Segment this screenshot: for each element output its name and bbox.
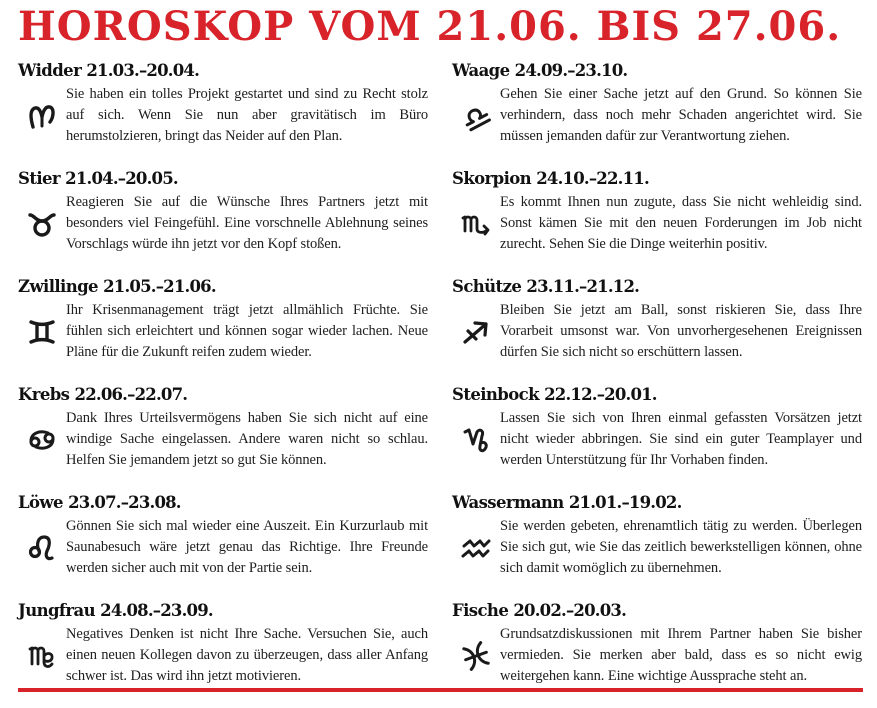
entry-heading [452, 276, 862, 298]
horoscope-entry-zwillinge [18, 276, 428, 384]
libra-icon [452, 92, 500, 140]
sign-name: Schütze [452, 277, 522, 296]
gemini-icon [18, 308, 66, 356]
horoscope-entry-loewe [18, 492, 428, 600]
aquarius-icon [452, 524, 500, 572]
entry-heading [18, 492, 428, 514]
sagittarius-icon [452, 308, 500, 356]
sign-dates: 21.05.–21.06. [103, 277, 216, 296]
entry-text: Bleiben Sie jetzt am Ball, sonst riskieren Sie, dass Ihre Vorarbeit umsonst war. Von unvorhergesehenen Ereignissen dürfen Sie sich nicht so erschüttern lassen. [500, 302, 862, 360]
horoscope-entry-wassermann [452, 492, 862, 600]
scorpio-icon [452, 200, 500, 248]
aries-icon [18, 92, 66, 140]
sign-name: Widder [18, 61, 82, 80]
entry-text: Es kommt Ihnen nun zugute, dass Sie nicht wehleidig sind. Sonst kämen Sie mit den neuen Forderungen im Job nicht zurecht. Sehen Sie die Dinge weiterhin positiv. [500, 194, 862, 252]
sign-dates: 23.11.–21.12. [526, 277, 640, 296]
capricorn-icon [452, 416, 500, 464]
entry-heading [18, 384, 428, 406]
sign-name: Stier [18, 169, 60, 188]
horoscope-entry-steinbock [452, 384, 862, 492]
entry-heading [452, 492, 862, 514]
sign-name: Wassermann [452, 493, 564, 512]
entry-text: Sie haben ein tolles Projekt gestartet und sind zu Recht stolz auf sich. Wenn Sie nun aber gravitätisch im Büro herumstolzieren, bringt das Neider auf den Plan. [66, 86, 428, 144]
pisces-icon [452, 632, 500, 680]
entry-heading [452, 168, 862, 190]
sign-dates: 21.03.–20.04. [86, 61, 200, 80]
right-column [452, 60, 862, 708]
sign-dates: 22.06.–22.07. [74, 385, 188, 404]
entry-text: Gönnen Sie sich mal wieder eine Auszeit. Ein Kurzurlaub mit Saunabesuch wäre jetzt genau das Richtige. Ihre Freunde werden sicher auch mit von der Partie sein. [66, 518, 428, 576]
sign-name: Steinbock [452, 385, 539, 404]
sign-name: Löwe [18, 493, 63, 512]
left-column [18, 60, 428, 708]
entry-heading [18, 276, 428, 298]
sign-name: Krebs [18, 385, 70, 404]
entry-heading [452, 600, 862, 622]
entry-text: Ihr Krisenmanagement trägt jetzt allmählich Früchte. Sie fühlen sich erleichtert und können sogar wieder lachen. Neue Pläne für die Zukunft reifen zudem wieder. [66, 302, 428, 360]
entry-text: Reagieren Sie auf die Wünsche Ihres Partners jetzt mit besonders viel Feingefühl. Eine vorschnelle Ablehnung seines Vorschlags würde ihn jetzt vor den Kopf stoßen. [66, 194, 428, 252]
sign-dates: 20.02.–20.03. [513, 601, 627, 620]
leo-icon [18, 524, 66, 572]
bottom-rule [18, 688, 863, 692]
taurus-icon [18, 200, 66, 248]
entry-text: Lassen Sie sich von Ihren einmal gefassten Vorsätzen jetzt nicht wieder abbringen. Sie sind ein guter Teamplayer und werden Unterstützung für Ihr Vorhaben finden. [500, 410, 862, 468]
sign-name: Zwillinge [18, 277, 98, 296]
horoscope-entry-waage [452, 60, 862, 168]
sign-name: Skorpion [452, 169, 532, 188]
sign-name: Waage [452, 61, 510, 80]
cancer-icon [18, 416, 66, 464]
sign-dates: 24.10.–22.11. [536, 169, 649, 188]
sign-dates: 21.04.–20.05. [65, 169, 178, 188]
horoscope-entry-skorpion [452, 168, 862, 276]
sign-dates: 24.08.–23.09. [100, 601, 213, 620]
horoscope-entry-stier [18, 168, 428, 276]
entry-heading [452, 60, 862, 82]
sign-name: Fische [452, 601, 509, 620]
entry-text: Gehen Sie einer Sache jetzt auf den Grund. So können Sie verhindern, dass noch mehr Schaden angerichtet wird. Sie müssen jemanden dafür zur Verantwortung ziehen. [500, 86, 862, 144]
page-title: HOROSKOP VOM 21.06. BIS 27.06. [18, 3, 842, 50]
horoscope-entry-schuetze [452, 276, 862, 384]
sign-name: Jungfrau [18, 601, 96, 620]
entry-heading [452, 384, 862, 406]
entry-text: Grundsatzdiskussionen mit Ihrem Partner haben Sie bisher vermieden. Sie merken aber bald, dass es so nicht ewig weitergehen kann. Eine wichtige Aussprache steht an. [500, 626, 862, 684]
sign-dates: 21.01.–19.02. [568, 493, 682, 512]
entry-heading [18, 168, 428, 190]
sign-dates: 24.09.–23.10. [514, 61, 628, 80]
entry-text: Sie werden gebeten, ehrenamtlich tätig zu werden. Überlegen Sie sich gut, wie Sie das zeitlich bewerkstelligen können, ohne sich damit womöglich zu übernehmen. [500, 518, 862, 576]
entry-heading [18, 60, 428, 82]
entry-text: Negatives Denken ist nicht Ihre Sache. Versuchen Sie, auch einen neuen Kollegen davon zu überzeugen, dass aller Anfang schwer ist. Das wird ihn jetzt motivieren. [66, 626, 428, 684]
entry-text: Dank Ihres Urteilsvermögens haben Sie sich nicht auf eine windige Sache eingelassen. Andere waren nicht so schlau. Helfen Sie jemandem jetzt so gut Sie können. [66, 410, 428, 468]
sign-dates: 22.12.–20.01. [544, 385, 657, 404]
sign-dates: 23.07.–23.08. [68, 493, 181, 512]
entry-heading [18, 600, 428, 622]
horoscope-entry-krebs [18, 384, 428, 492]
virgo-icon [18, 632, 66, 680]
horoscope-entry-widder [18, 60, 428, 168]
